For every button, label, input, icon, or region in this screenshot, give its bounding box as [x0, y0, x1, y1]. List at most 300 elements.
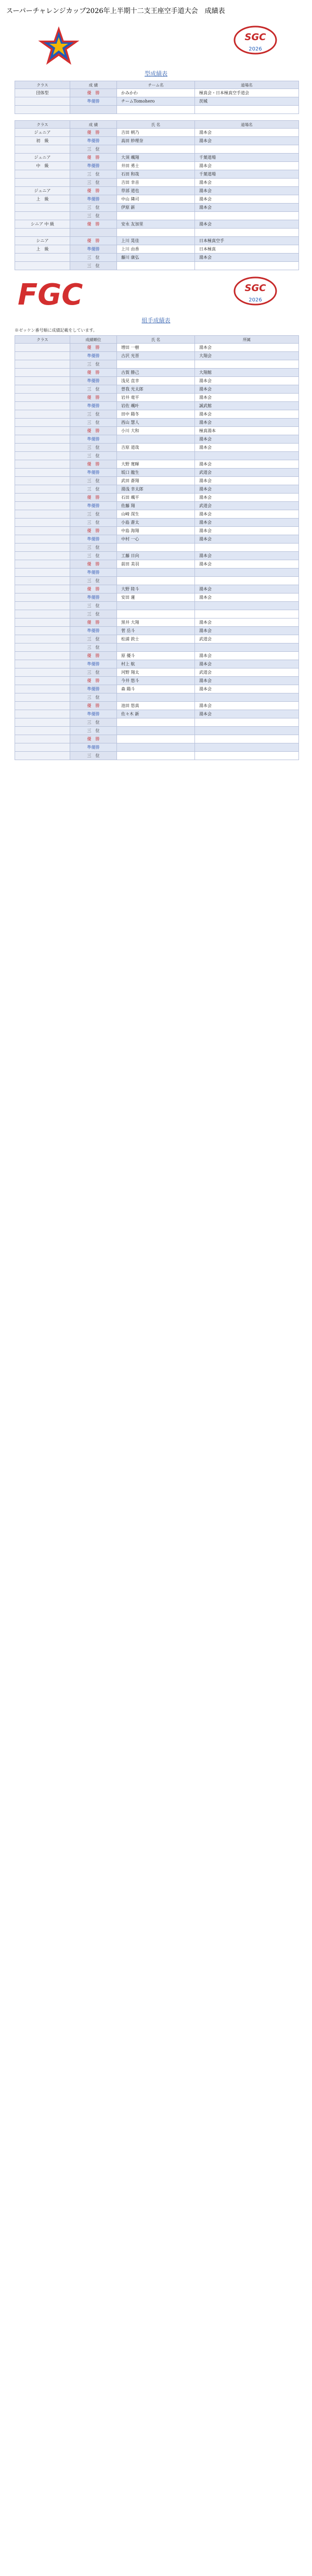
table-row [15, 594, 299, 602]
category-cell [15, 254, 70, 262]
table-row [15, 402, 299, 410]
name-cell: 中山 隣司 [117, 195, 195, 204]
name-cell [117, 643, 195, 652]
affiliation-cell: 湯本会 [195, 162, 299, 170]
category-cell [15, 718, 70, 727]
category-cell [15, 204, 70, 212]
affiliation-cell: 湯本会 [195, 179, 299, 187]
category-cell [15, 229, 70, 237]
category-cell [15, 377, 70, 385]
category-cell [15, 344, 70, 352]
name-cell [117, 743, 195, 752]
kata-section-title: 型成績表 [145, 70, 167, 77]
col-name: 氏 名 [117, 336, 195, 344]
rank-cell: 優 勝 [70, 89, 117, 97]
table-row [15, 635, 299, 643]
rank-cell: 準優勝 [70, 627, 117, 635]
category-cell [15, 369, 70, 377]
sgc-2026-logo [232, 24, 279, 62]
svg-text:FGC: FGC [18, 278, 83, 312]
table-row [15, 502, 299, 510]
category-cell: 上 級 [15, 245, 70, 254]
table-row [15, 652, 299, 660]
affiliation-cell: 湯本会 [195, 710, 299, 718]
category-cell [15, 577, 70, 585]
col-class: クラス [15, 336, 70, 344]
rank-cell: 準優勝 [70, 660, 117, 668]
rank-cell: 三 位 [70, 385, 117, 394]
table-row [15, 510, 299, 519]
col-result: 成 績 [70, 121, 117, 129]
rank-cell: 三 位 [70, 452, 117, 460]
name-cell: 池田 悠真 [117, 702, 195, 710]
table-row [15, 145, 299, 154]
name-cell: 田中 陽冬 [117, 410, 195, 419]
rank-cell: 優 勝 [70, 618, 117, 627]
rank-cell: 準優勝 [70, 402, 117, 410]
rank-cell: 準優勝 [70, 594, 117, 602]
affiliation-cell: 湯本会 [195, 410, 299, 419]
category-cell [15, 668, 70, 677]
category-cell [15, 352, 70, 360]
affiliation-cell: 武道会 [195, 502, 299, 510]
affiliation-cell [195, 602, 299, 610]
rank-cell: 優 勝 [70, 585, 117, 594]
name-cell: 古賀 勝己 [117, 369, 195, 377]
affiliation-cell: 湯本会 [195, 618, 299, 627]
name-cell [117, 106, 195, 114]
table-row [15, 106, 299, 114]
affiliation-cell [195, 569, 299, 577]
name-cell: 上川 由香 [117, 245, 195, 254]
kumite-table-header [15, 336, 299, 344]
rank-cell: 優 勝 [70, 427, 117, 435]
name-cell: 曽我 光太郎 [117, 385, 195, 394]
affiliation-cell: 湯本会 [195, 594, 299, 602]
table-row [15, 527, 299, 535]
rank-cell: 三 位 [70, 485, 117, 494]
category-cell [15, 635, 70, 643]
table-row [15, 494, 299, 502]
name-cell: 伊原 新 [117, 204, 195, 212]
table-row [15, 377, 299, 385]
table-row [15, 419, 299, 427]
name-cell: 森 陽斗 [117, 685, 195, 693]
category-cell: ジュニア [15, 129, 70, 137]
table-row [15, 752, 299, 760]
affiliation-cell: 湯本会 [195, 204, 299, 212]
affiliation-cell: 武道会 [195, 635, 299, 643]
affiliation-cell: 湯本会 [195, 535, 299, 544]
table-row [15, 394, 299, 402]
name-cell: 井田 勇士 [117, 162, 195, 170]
category-cell [15, 394, 70, 402]
rank-cell: 優 勝 [70, 369, 117, 377]
category-cell [15, 444, 70, 452]
rank-cell: 三 位 [70, 262, 117, 270]
table-row [15, 735, 299, 743]
rank-cell: 三 位 [70, 602, 117, 610]
rank-cell: 準優勝 [70, 710, 117, 718]
tournament-star-logo [36, 24, 81, 69]
rank-cell: 準優勝 [70, 569, 117, 577]
affiliation-cell: 湯本会 [195, 685, 299, 693]
affiliation-cell: 湯本会 [195, 585, 299, 594]
rank-cell: 準優勝 [70, 97, 117, 106]
affiliation-cell [195, 643, 299, 652]
rank-cell: 三 位 [70, 360, 117, 369]
table-row [15, 220, 299, 229]
name-cell: 湯浅 幸太郎 [117, 485, 195, 494]
affiliation-cell [195, 610, 299, 618]
category-cell [15, 106, 70, 114]
table-row [15, 369, 299, 377]
table-row [15, 643, 299, 652]
name-cell [117, 577, 195, 585]
table-row [15, 452, 299, 460]
table-row [15, 97, 299, 106]
rank-cell: 三 位 [70, 419, 117, 427]
rank-cell: 三 位 [70, 477, 117, 485]
rank-cell: 三 位 [70, 519, 117, 527]
category-cell [15, 427, 70, 435]
name-cell: 大須 颯翔 [117, 154, 195, 162]
rank-cell: 優 勝 [70, 129, 117, 137]
affiliation-cell: 湯本会 [195, 460, 299, 469]
name-cell: 中島 海翔 [117, 527, 195, 535]
name-cell: 高田 紗理奈 [117, 137, 195, 145]
table-row [15, 460, 299, 469]
table-row [15, 89, 299, 97]
table-row [15, 519, 299, 527]
svg-text:2026: 2026 [249, 297, 262, 303]
affiliation-cell [195, 752, 299, 760]
name-cell: 中村 一心 [117, 535, 195, 544]
category-cell: シニア 中 級 [15, 220, 70, 229]
category-cell: ジュニア [15, 187, 70, 195]
rank-cell: 準優勝 [70, 502, 117, 510]
table-row [15, 229, 299, 237]
category-cell [15, 385, 70, 394]
table-row [15, 195, 299, 204]
col-dojo: 道場名 [195, 81, 299, 89]
rank-cell: 準優勝 [70, 685, 117, 693]
affiliation-cell: 湯本会 [195, 510, 299, 519]
rank-cell: 準優勝 [70, 743, 117, 752]
affiliation-cell: 湯本会 [195, 385, 299, 394]
category-cell: 中 級 [15, 162, 70, 170]
category-cell [15, 677, 70, 685]
name-cell: 小島 蒼太 [117, 519, 195, 527]
table-row [15, 129, 299, 137]
table-row [15, 154, 299, 162]
name-cell: 藤川 康弘 [117, 254, 195, 262]
affiliation-cell: 湯本会 [195, 444, 299, 452]
affiliation-cell [195, 544, 299, 552]
affiliation-cell [195, 229, 299, 237]
rank-cell: 準優勝 [70, 377, 117, 385]
rank-cell: 優 勝 [70, 237, 117, 245]
rank-cell: 優 勝 [70, 154, 117, 162]
rank-cell: 三 位 [70, 577, 117, 585]
category-cell [15, 727, 70, 735]
name-cell [117, 602, 195, 610]
rank-cell: 三 位 [70, 643, 117, 652]
category-cell [15, 477, 70, 485]
svg-text:SGC: SGC [244, 32, 266, 43]
table-row [15, 627, 299, 635]
affiliation-cell [195, 452, 299, 460]
category-cell [15, 410, 70, 419]
table-row [15, 262, 299, 270]
table-row [15, 577, 299, 585]
category-cell [15, 519, 70, 527]
col-class: クラス [15, 121, 70, 129]
table-row [15, 187, 299, 195]
table-row [15, 179, 299, 187]
table-row [15, 212, 299, 220]
rank-cell [70, 229, 117, 237]
rank-cell: 優 勝 [70, 702, 117, 710]
name-cell [117, 569, 195, 577]
affiliation-cell: 湯本会 [195, 519, 299, 527]
affiliation-cell: 茨城 [195, 97, 299, 106]
category-cell [15, 610, 70, 618]
affiliation-cell [195, 212, 299, 220]
category-cell [15, 652, 70, 660]
rank-cell: 三 位 [70, 444, 117, 452]
rank-cell: 優 勝 [70, 220, 117, 229]
affiliation-cell: 湯本会 [195, 485, 299, 494]
rank-cell: 三 位 [70, 552, 117, 560]
name-cell [117, 727, 195, 735]
name-cell: 菅 岳斗 [117, 627, 195, 635]
affiliation-cell: 誠武館 [195, 402, 299, 410]
category-cell [15, 743, 70, 752]
affiliation-cell: 湯本会 [195, 129, 299, 137]
rank-cell: 準優勝 [70, 469, 117, 477]
rank-cell: 準優勝 [70, 137, 117, 145]
rank-cell: 優 勝 [70, 677, 117, 685]
category-cell [15, 510, 70, 519]
table-row [15, 410, 299, 419]
kata-table-header [15, 121, 299, 129]
category-cell [15, 527, 70, 535]
name-cell: 西山 慧人 [117, 419, 195, 427]
category-cell [15, 460, 70, 469]
affiliation-cell: 湯本会 [195, 560, 299, 569]
name-cell: 吉原 道哉 [117, 444, 195, 452]
name-cell: 岩佐 颯叶 [117, 402, 195, 410]
name-cell [117, 360, 195, 369]
kumite-note: ※ゼッケン番号順に成績記載をしています。 [15, 328, 97, 333]
affiliation-cell: 湯本会 [195, 195, 299, 204]
affiliation-cell: 武道会 [195, 668, 299, 677]
table-row [15, 610, 299, 618]
rank-cell: 三 位 [70, 610, 117, 618]
affiliation-cell [195, 262, 299, 270]
affiliation-cell [195, 145, 299, 154]
category-cell [15, 627, 70, 635]
affiliation-cell: 湯本会 [195, 677, 299, 685]
affiliation-cell: 極真会・日本極真空手道会 [195, 89, 299, 97]
name-cell [117, 752, 195, 760]
name-cell: 黒井 大翔 [117, 618, 195, 627]
table-row [15, 237, 299, 245]
affiliation-cell: 日本極真空手 [195, 237, 299, 245]
affiliation-cell [195, 743, 299, 752]
name-cell [117, 212, 195, 220]
kumite-header [0, 270, 312, 327]
table-row [15, 427, 299, 435]
category-cell [15, 643, 70, 652]
rank-cell: 三 位 [70, 752, 117, 760]
name-cell: 松浦 敦士 [117, 635, 195, 643]
table-row [15, 162, 299, 170]
fgc-logo [16, 275, 88, 312]
rank-cell: 準優勝 [70, 162, 117, 170]
table-row [15, 444, 299, 452]
table-row [15, 477, 299, 485]
category-cell [15, 502, 70, 510]
category-cell [15, 452, 70, 460]
name-cell: 山崎 滉生 [117, 510, 195, 519]
affiliation-cell: 湯本会 [195, 652, 299, 660]
affiliation-cell: 湯本会 [195, 435, 299, 444]
rank-cell: 三 位 [70, 410, 117, 419]
affiliation-cell [195, 360, 299, 369]
affiliation-cell [195, 727, 299, 735]
name-cell [117, 718, 195, 727]
category-cell [15, 212, 70, 220]
col-rank: 成績順位 [70, 336, 117, 344]
affiliation-cell: 千葉道場 [195, 154, 299, 162]
affiliation-cell: 極真湯本 [195, 427, 299, 435]
name-cell: 草部 道也 [117, 187, 195, 195]
name-cell: 大野 陸斗 [117, 585, 195, 594]
table-row [15, 535, 299, 544]
table-row [15, 602, 299, 610]
table-row [15, 544, 299, 552]
category-cell [15, 544, 70, 552]
category-cell [15, 494, 70, 502]
col-result: 成 績 [70, 81, 117, 89]
rank-cell: 準優勝 [70, 535, 117, 544]
category-cell [15, 618, 70, 627]
affiliation-cell [195, 718, 299, 727]
rank-cell: 三 位 [70, 718, 117, 727]
rank-cell: 優 勝 [70, 735, 117, 743]
category-cell [15, 170, 70, 179]
name-cell: 佐藤 翔 [117, 502, 195, 510]
kata-rows [15, 129, 299, 270]
name-cell [117, 145, 195, 154]
category-cell: 初 級 [15, 137, 70, 145]
rank-cell: 三 位 [70, 727, 117, 735]
name-cell: 浅見 直幸 [117, 377, 195, 385]
table-row [15, 469, 299, 477]
rank-cell: 優 勝 [70, 652, 117, 660]
affiliation-cell: 湯本会 [195, 627, 299, 635]
rank-cell: 三 位 [70, 179, 117, 187]
rank-cell [70, 106, 117, 114]
table-row [15, 204, 299, 212]
table-row [15, 137, 299, 145]
affiliation-cell: 湯本会 [195, 527, 299, 535]
individual-kata-table [15, 120, 299, 270]
table-row [15, 560, 299, 569]
table-row [15, 693, 299, 702]
name-cell: 安田 蓮 [117, 594, 195, 602]
affiliation-cell: 湯本会 [195, 660, 299, 668]
rank-cell: 三 位 [70, 510, 117, 519]
table-row [15, 668, 299, 677]
rank-cell: 優 勝 [70, 394, 117, 402]
name-cell: 増田 一樹 [117, 344, 195, 352]
document-title: スーパーチャレンジカップ2026年上半期十二支王座空手道大会 成績表 [6, 7, 225, 15]
name-cell: 佐々木 新 [117, 710, 195, 718]
rank-cell: 準優勝 [70, 195, 117, 204]
category-cell [15, 469, 70, 477]
rank-cell: 三 位 [70, 544, 117, 552]
affiliation-cell [195, 577, 299, 585]
category-cell [15, 402, 70, 410]
affiliation-cell: 湯本会 [195, 394, 299, 402]
table-row [15, 618, 299, 627]
affiliation-cell: 湯本会 [195, 377, 299, 385]
kumite-section-title: 組手成績表 [141, 317, 171, 324]
affiliation-cell [195, 106, 299, 114]
rank-cell: 三 位 [70, 693, 117, 702]
name-cell: 小川 大和 [117, 427, 195, 435]
table-row [15, 727, 299, 735]
col-class: クラス [15, 81, 70, 89]
rank-cell: 準優勝 [70, 435, 117, 444]
rank-cell: 優 勝 [70, 187, 117, 195]
svg-text:2026: 2026 [249, 46, 262, 52]
category-cell [15, 97, 70, 106]
table-row [15, 254, 299, 262]
table-row [15, 677, 299, 685]
name-cell: 今井 悠斗 [117, 677, 195, 685]
category-cell [15, 360, 70, 369]
rank-cell: 三 位 [70, 668, 117, 677]
category-cell: シニア [15, 237, 70, 245]
sgc-2026-logo [232, 275, 279, 313]
category-cell [15, 535, 70, 544]
name-cell: 大野 寛暉 [117, 460, 195, 469]
affiliation-cell: 湯本会 [195, 220, 299, 229]
affiliation-cell: 湯本会 [195, 477, 299, 485]
category-cell: ジュニア [15, 154, 70, 162]
name-cell [117, 544, 195, 552]
rank-cell: 優 勝 [70, 344, 117, 352]
table-row [15, 743, 299, 752]
table-row [15, 435, 299, 444]
table-row [15, 685, 299, 693]
rank-cell: 三 位 [70, 635, 117, 643]
rank-cell: 三 位 [70, 254, 117, 262]
table-row [15, 552, 299, 560]
category-cell [15, 560, 70, 569]
category-cell [15, 685, 70, 693]
name-cell: 武田 蒼翔 [117, 477, 195, 485]
name-cell [117, 452, 195, 460]
table-row [15, 660, 299, 668]
name-cell: 岩井 竜平 [117, 394, 195, 402]
name-cell [117, 262, 195, 270]
team-table-header [15, 81, 299, 89]
